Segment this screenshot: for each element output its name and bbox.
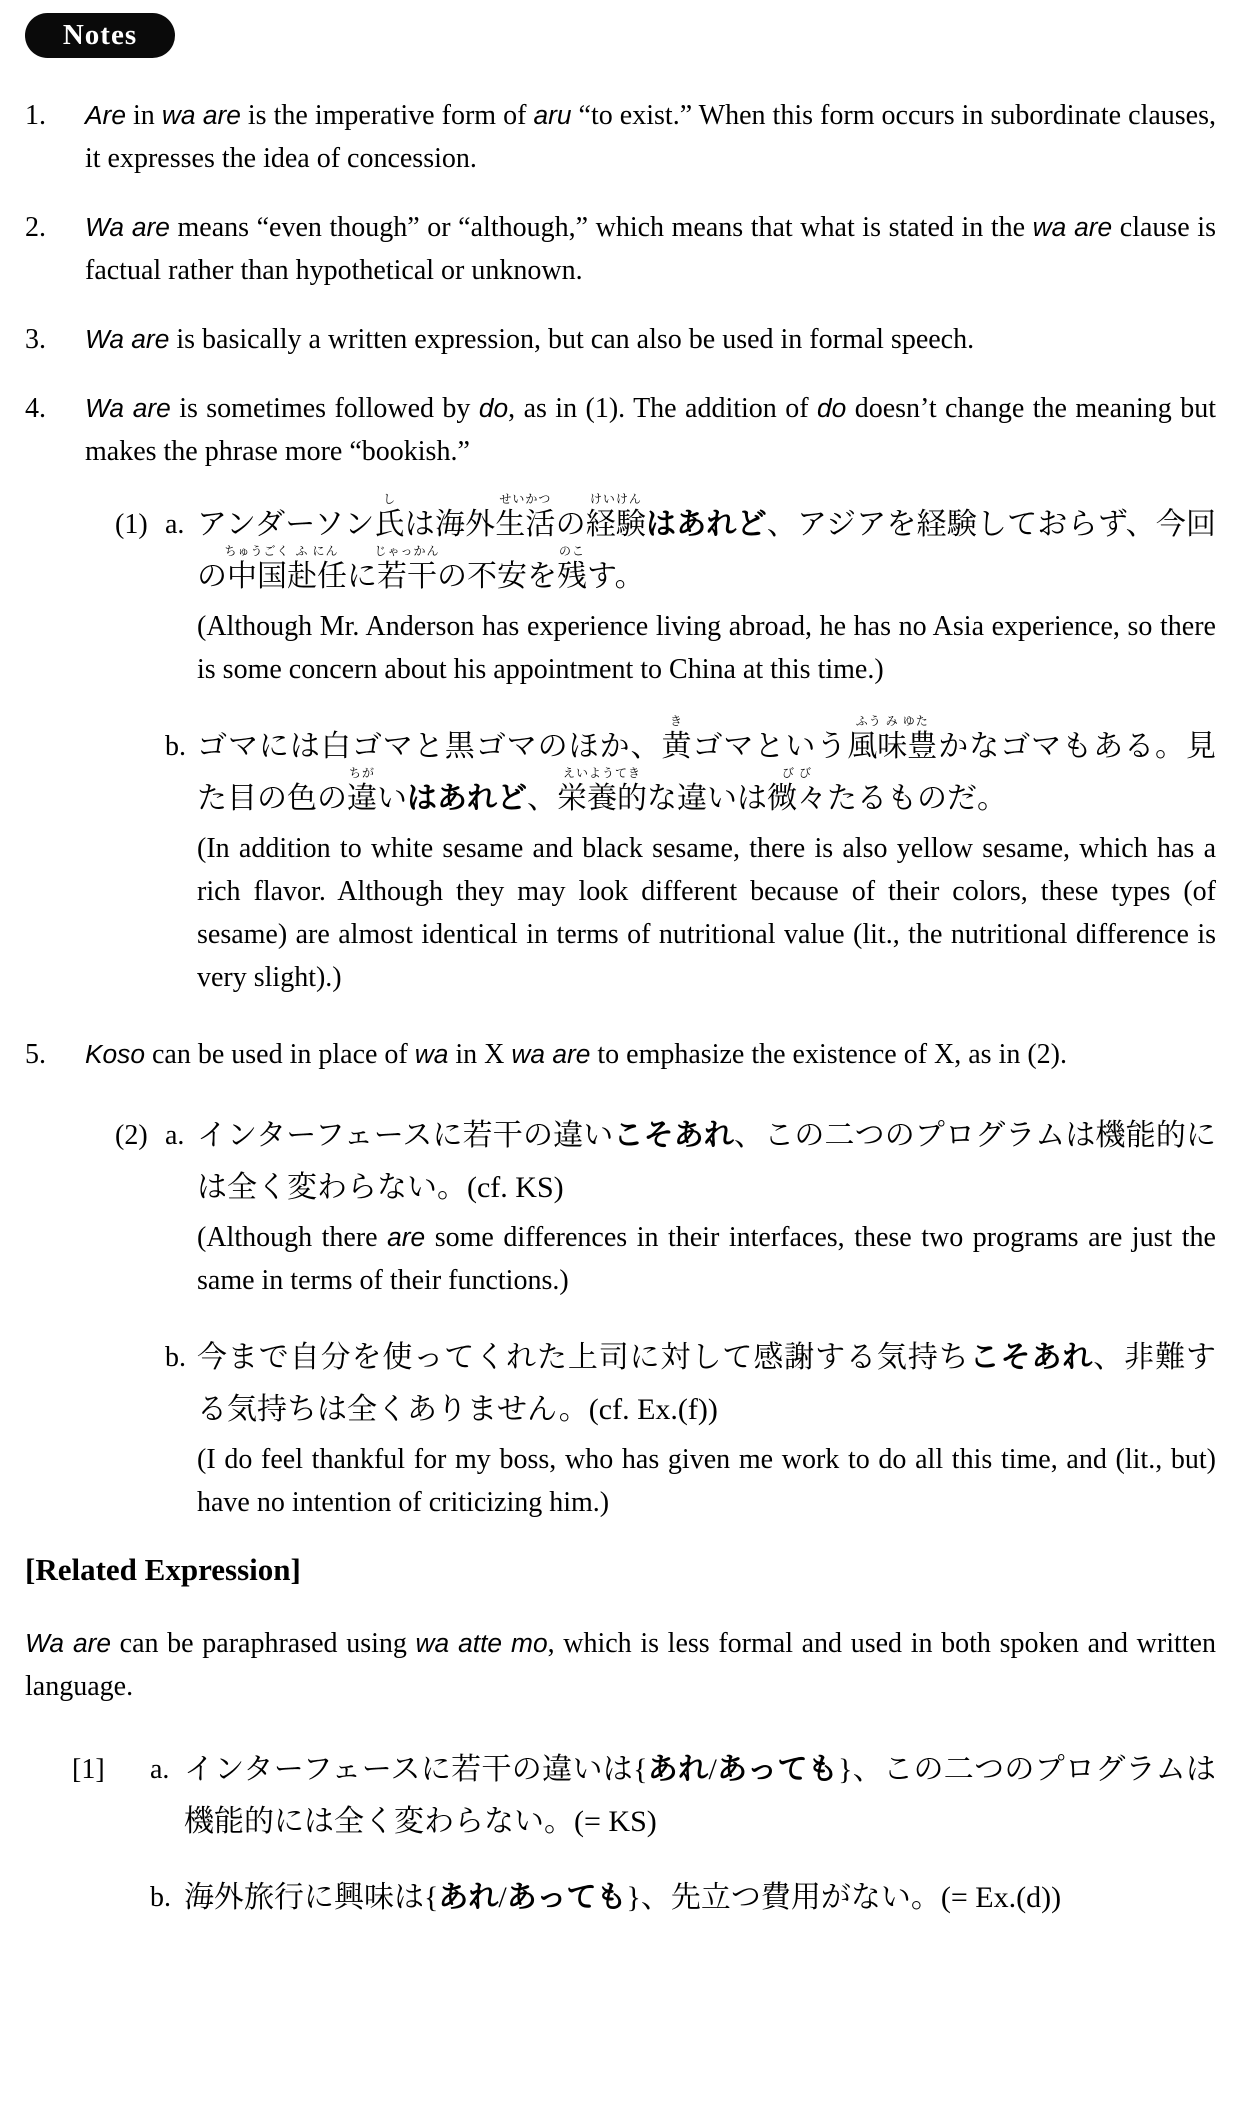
example-letter: b. (165, 1342, 186, 1373)
example-letter: b. (165, 731, 186, 762)
example-letter: a. (150, 1754, 170, 1785)
example-number (115, 721, 165, 999)
related-example-1a (72, 1738, 1216, 1848)
example-letter: b. (150, 1882, 171, 1913)
note-item-3 (25, 318, 1216, 361)
note-item-1 (25, 94, 1216, 180)
example-number (72, 1872, 150, 1924)
example-number: (2) (115, 1120, 148, 1151)
english-translation: (Although Mr. Anderson has experience living abroad, he has no Asia experience, so there is some concern about his appointment to China at this time.) (197, 611, 1216, 685)
note-number: 5. (25, 1039, 46, 1070)
example-2b (115, 1326, 1216, 1524)
note-number: 3. (25, 324, 46, 355)
related-expression-heading: [Related Expression] (25, 1552, 301, 1587)
japanese-sentence: ゴマには白ゴマと黒ゴマのほか、黄 き ゴマという風味豊 ふう み ゆた かなゴマもある。見た目の色の違 ちが いはあれど、栄養的 えいようてき な違いは微々 び び たるものだ。 (197, 714, 1217, 815)
example-number: (1) (115, 509, 148, 540)
japanese-sentence: インターフェースに若干の違いは{あれ/あっても}、この二つのプログラムは機能的には全く変わらない。(= KS) (184, 1753, 1217, 1838)
note-number: 1. (25, 100, 46, 131)
example-letter: a. (165, 509, 185, 540)
english-translation: (I do feel thankful for my boss, who has given me work to do all this time, and (lit., but) have no intention of criticizing him.) (197, 1444, 1216, 1518)
note-item-4 (25, 387, 1216, 473)
note-text: Koso can be used in place of wa in X wa are to emphasize the existence of X, as in (2). (85, 1039, 1068, 1070)
english-translation: (In addition to white sesame and black sesame, there is also yellow sesame, which has a rich flavor. Although they may look different because of their colors, these types (of sesame) are almost identical in terms of nutritional value (lit., the nutritional difference is very slight).) (197, 833, 1216, 993)
note-text: Wa are means “even though” or “although,” which means that what is stated in the wa are clause is factual rather than hypothetical or unknown. (85, 212, 1216, 286)
example-1a (115, 493, 1216, 691)
example-number: [1] (72, 1754, 105, 1785)
japanese-sentence: 今まで自分を使ってくれた上司に対して感謝する気持ちこそあれ、非難する気持ちは全くありません。(cf. Ex.(f)) (197, 1341, 1216, 1426)
related-example-1b (72, 1866, 1216, 1924)
notes-section-badge (25, 13, 175, 58)
note-number: 2. (25, 212, 46, 243)
note-text: Wa are is sometimes followed by do, as in (1). The addition of do doesn’t change the meaning but makes the phrase more “bookish.” (85, 393, 1216, 467)
note-number: 4. (25, 393, 46, 424)
note-item-2 (25, 206, 1216, 292)
japanese-sentence: 海外旅行に興味は{あれ/あっても}、先立つ費用がない。(= Ex.(d)) (184, 1881, 1062, 1914)
note-item-5 (25, 1033, 1216, 1076)
example-1b (115, 715, 1216, 999)
note-text: Wa are is basically a written expression, but can also be used in formal speech. (85, 324, 975, 355)
english-translation: (Although there are some differences in their interfaces, these two programs are just the same in terms of their functions.) (197, 1222, 1216, 1296)
notes-badge-label: Notes (62, 19, 138, 51)
example-number (115, 1332, 165, 1524)
japanese-sentence: アンダーソン氏 し は海外生活 せいかつ の経験 けいけん はあれど、アジアを経験しておらず、今回の中国 ちゅうごく 赴任 ふ にん に若干 じゃっかん の不安を残 のこ す。 (197, 492, 1217, 593)
note-text: Are in wa are is the imperative form of aru “to exist.” When this form occurs in subordinate clauses, it expresses the idea of concession. (85, 100, 1217, 174)
example-2a (115, 1104, 1216, 1302)
example-letter: a. (165, 1120, 185, 1151)
related-expression-text: Wa are can be paraphrased using wa atte mo, which is less formal and used in both spoken and written language. (25, 1628, 1216, 1702)
japanese-sentence: インターフェースに若干の違いこそあれ、この二つのプログラムは機能的には全く変わらない。(cf. KS) (197, 1119, 1216, 1204)
